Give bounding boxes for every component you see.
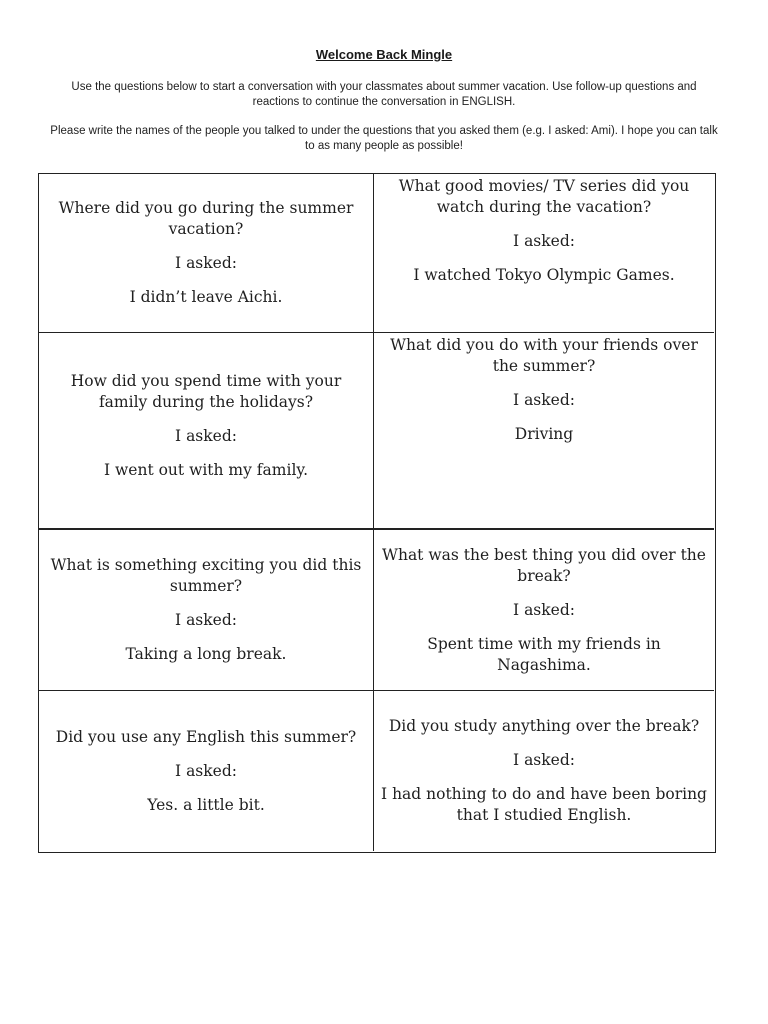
asked-label: I asked:	[513, 751, 575, 769]
asked-label: I asked:	[513, 232, 575, 250]
asked-label: I asked:	[175, 611, 237, 629]
question-text: Where did you go during the summer vacation?	[58, 199, 354, 238]
answer-text: I watched Tokyo Olympic Games.	[413, 266, 675, 284]
instructions-paragraph-2: Please write the names of the people you talked to under the questions that you asked them (e.g. I asked: Ami). I hope you can talk to as many people as possible!	[50, 125, 718, 152]
question-cell	[39, 530, 373, 690]
answer-text: Driving	[514, 425, 574, 443]
question-text: What was the best thing you did over the break?	[382, 545, 706, 585]
question-text: How did you spend time with your family during the holidays?	[70, 372, 342, 411]
question-text: Did you use any English this summer?	[55, 727, 357, 746]
question-cell	[39, 333, 373, 528]
asked-label: I asked:	[175, 254, 237, 272]
worksheet-title: Welcome Back Mingle	[315, 47, 453, 62]
answer-text: I went out with my family.	[103, 461, 309, 479]
asked-label: I asked:	[513, 391, 575, 409]
question-text: What is something exciting you did this summer?	[50, 556, 362, 595]
asked-label: I asked:	[175, 427, 237, 445]
asked-label: I asked:	[175, 761, 237, 780]
question-grid	[38, 173, 716, 853]
instructions-paragraph-1: Use the questions below to start a conversation with your classmates about summer vacation. Use follow-up questions and reactions to continue the conversation in ENGLISH.	[71, 81, 697, 108]
answer-text: Taking a long break.	[125, 645, 287, 663]
answer-text: Yes. a little bit.	[147, 795, 265, 814]
question-cell	[39, 174, 373, 332]
answer-text: I had nothing to do and have been boring that I studied English.	[381, 785, 707, 824]
question-cell	[374, 174, 714, 332]
answer-text: I didn’t leave Aichi.	[129, 288, 283, 306]
question-cell	[374, 530, 714, 690]
question-cell	[374, 691, 714, 851]
question-cell	[374, 333, 714, 528]
question-text: What did you do with your friends over the summer?	[390, 336, 698, 375]
question-text: What good movies/ TV series did you watch during the vacation?	[398, 177, 690, 216]
answer-text: Spent time with my friends in Nagashima.	[427, 634, 661, 674]
asked-label: I asked:	[513, 600, 575, 619]
question-cell	[39, 691, 373, 851]
question-text: Did you study anything over the break?	[388, 717, 700, 735]
